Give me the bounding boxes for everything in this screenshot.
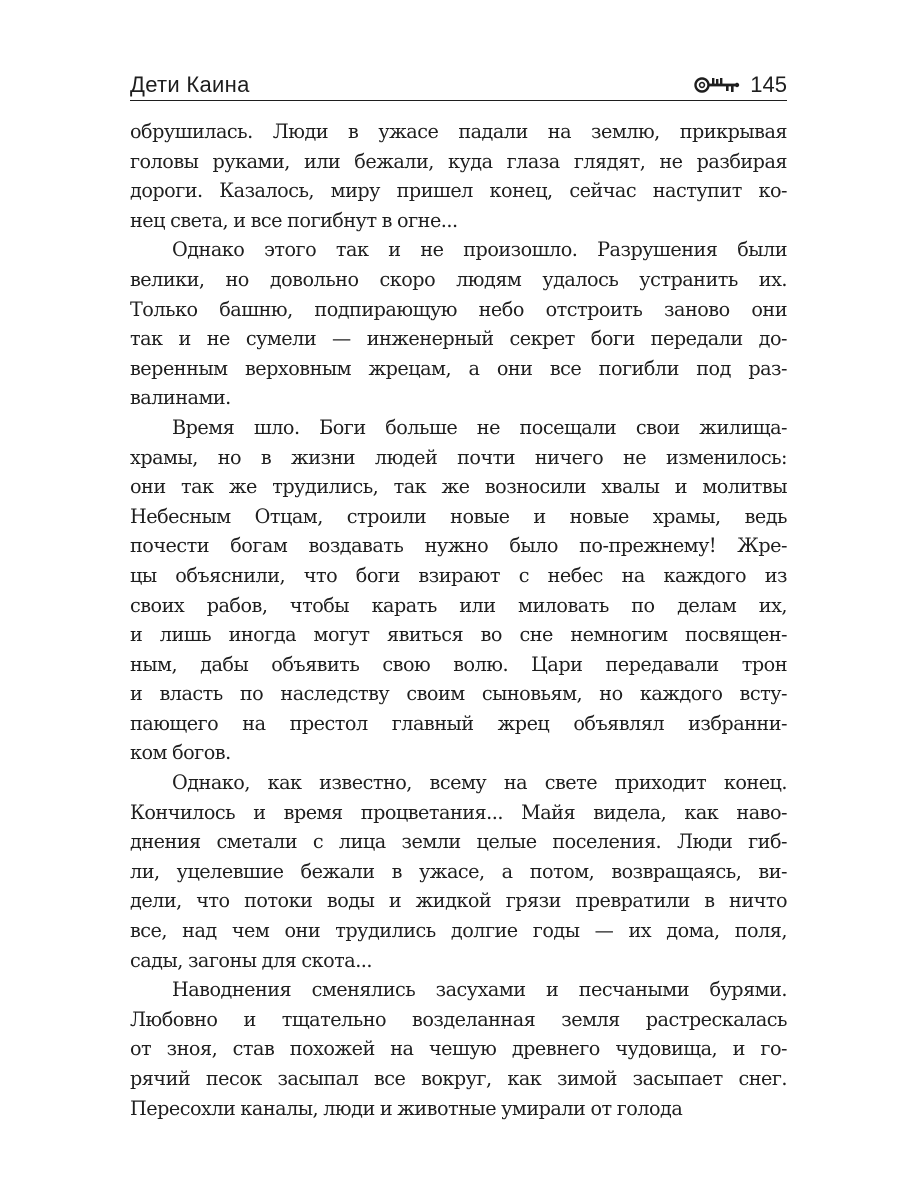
paragraph: [130, 117, 787, 235]
page-number: 145: [750, 72, 787, 97]
book-title: Дети Каина: [130, 72, 250, 97]
text-line: Кончилось и время процветания... Майя видела, как наво-: [130, 800, 787, 824]
text-line: ком богов.: [130, 741, 231, 765]
book-page: [130, 70, 787, 1123]
text-line: ли, уцелевшие бежали в ужасе, а потом, возвращаясь, ви-: [130, 859, 787, 883]
text-line: почести богам воздавать нужно было по-прежнему! Жре-: [130, 534, 787, 558]
text-line: они так же трудились, так же возносили хвалы и молитвы: [130, 475, 787, 499]
running-header: [130, 70, 787, 101]
text-line: Только башню, подпирающую небо отстроить заново они: [130, 297, 787, 321]
folio: [694, 72, 787, 98]
text-line: своих рабов, чтобы карать или миловать по делам их,: [130, 593, 787, 617]
text-line: от зноя, став похожей на чешую древнего чудовища, и го-: [130, 1037, 787, 1061]
paragraph: [130, 235, 787, 413]
text-line: велики, но довольно скоро людям удалось устранить их.: [130, 267, 787, 291]
text-line: дели, что потоки воды и жидкой грязи превратили в ничто: [130, 889, 787, 913]
text-line: Время шло. Боги больше не посещали свои жилища-: [172, 415, 787, 439]
text-line: сады, загоны для скота...: [130, 948, 372, 972]
text-line: Пересохли каналы, люди и животные умирали от голода: [130, 1096, 683, 1120]
text-line: Наводнения сменялись засухами и песчаными бурями.: [172, 978, 787, 1002]
text-line: Однако этого так и не произошло. Разрушения были: [172, 238, 787, 262]
text-line: ным, дабы объявить свою волю. Цари передавали трон: [130, 652, 787, 676]
text-line: все, над чем они трудились долгие годы — их дома, поля,: [130, 919, 787, 943]
text-line: так и не сумели — инженерный секрет боги передали до-: [130, 327, 787, 351]
text-line: и власть по наследству своим сыновьям, но каждого всту-: [130, 682, 787, 706]
text-line: валинами.: [130, 386, 231, 410]
paragraph: [130, 975, 787, 1123]
text-line: Небесным Отцам, строили новые и новые храмы, ведь: [130, 504, 787, 528]
key-icon: [694, 75, 740, 95]
text-line: Однако, как известно, всему на свете приходит конец.: [172, 771, 787, 795]
text-line: веренным верховным жрецам, а они все погибли под раз-: [130, 356, 787, 380]
text-line: рячий песок засыпал все вокруг, как зимой засыпает снег.: [130, 1067, 787, 1090]
text-line: головы руками, или бежали, куда глаза глядят, не разбирая: [130, 149, 787, 173]
text-line: днения сметали с лица земли целые поселения. Люди гиб-: [130, 830, 787, 854]
body-text: [130, 117, 787, 1123]
text-line: и лишь иногда могут явиться во сне немногим посвящен-: [130, 623, 787, 647]
paragraph: [130, 768, 787, 975]
text-line: пающего на престол главный жрец объявлял избранни-: [130, 711, 787, 735]
text-line: цы объяснили, что боги взирают с небес на каждого из: [130, 563, 787, 587]
text-line: нец света, и все погибнут в огне...: [130, 208, 458, 232]
text-line: храмы, но в жизни людей почти ничего не изменилось:: [130, 445, 787, 469]
text-line: обрушилась. Люди в ужасе падали на землю, прикрывая: [130, 120, 787, 143]
text-line: дороги. Казалось, миру пришел конец, сейчас наступит ко-: [130, 179, 787, 203]
paragraph: [130, 413, 787, 768]
text-line: Любовно и тщательно возделанная земля растрескалась: [130, 1007, 787, 1031]
